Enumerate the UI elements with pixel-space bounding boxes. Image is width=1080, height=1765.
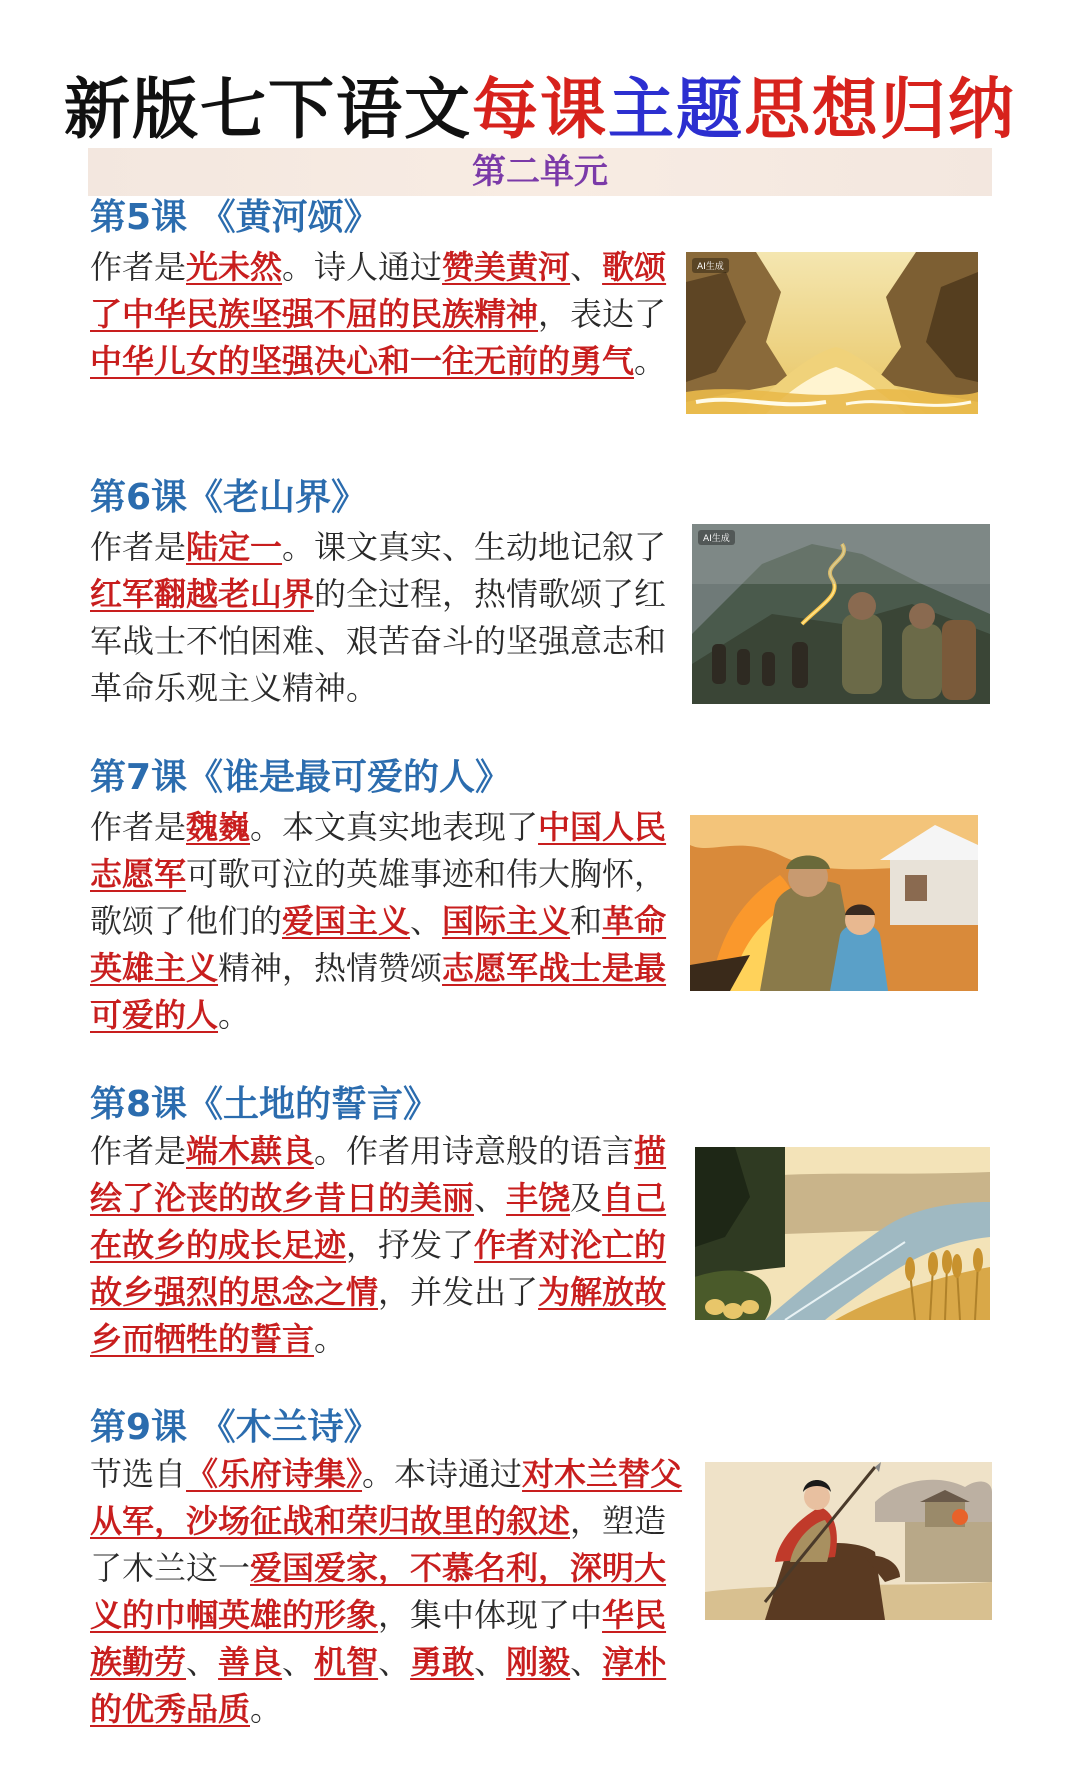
body-text: 。 (314, 1320, 347, 1358)
page-title (0, 68, 1080, 152)
highlight-text: 描绘了沦丧的故乡昔日的美丽 (90, 1132, 667, 1217)
body-text: 、 (474, 1643, 507, 1681)
highlight-text: 淳朴的优秀品质 (90, 1643, 667, 1728)
body-text: 、 (474, 1179, 507, 1217)
highlight-text: 善良 (218, 1643, 283, 1681)
lesson-5-illustration (686, 252, 978, 414)
body-text: 。课文真实、生动地记叙了 (282, 528, 667, 566)
lesson-8-illustration (695, 1147, 990, 1320)
soldier-child-icon (690, 815, 978, 991)
body-text: 节选自 (90, 1455, 187, 1493)
lesson-9-text-top (90, 1451, 690, 1733)
body-text: 、 (186, 1643, 219, 1681)
body-text: 、 (282, 1643, 315, 1681)
body-text: 作者是 (90, 248, 187, 286)
body-text: 和 (570, 902, 603, 940)
body-text: 及 (570, 1179, 603, 1217)
body-text: ，表达了 (538, 295, 667, 333)
highlight-text: 赞美黄河 (442, 248, 571, 286)
ai-generated-badge: AI生成 (692, 258, 729, 273)
highlight-text: 魏巍 (186, 808, 251, 846)
body-text: 。 (250, 1690, 283, 1728)
lesson-9-title: 第9课 《木兰诗》 (90, 1407, 380, 1448)
highlight-text: 爱国爱家，不慕名利，深明大义的巾帼英雄的形象 (90, 1549, 667, 1634)
highlight-text: 《乐府诗集》 (186, 1455, 363, 1493)
body-text: 。本诗通过 (362, 1455, 523, 1493)
body-text: 精神，热情赞颂 (218, 949, 443, 987)
highlight-text: 光未然 (186, 248, 283, 286)
lesson-5-title: 第5课 《黄河颂》 (90, 197, 380, 238)
highlight-text: 作者对沦亡的故乡强烈的思念之情 (90, 1226, 667, 1311)
body-text: 可歌可泣的英雄事迹和伟大胸怀，歌颂了他们的 (90, 855, 667, 940)
red-army-march-icon (692, 524, 990, 704)
body-text: 。作者用诗意般的语言 (314, 1132, 635, 1170)
highlight-text: 国际主义 (442, 902, 571, 940)
body-text: 作者是 (90, 808, 187, 846)
body-text: 、 (410, 902, 443, 940)
lesson-8-text (90, 1128, 680, 1363)
body-text: ，集中体现了中 (378, 1596, 603, 1634)
body-text: 、 (378, 1643, 411, 1681)
highlight-text: 中国人民志愿军 (90, 808, 667, 893)
body-text: 的全过程，热情歌颂了红军战士不怕困难、艰苦奋斗的坚强意志和革命乐观主义精神。 (90, 575, 667, 707)
highlight-text: 红军翻越老山界 (90, 575, 315, 613)
body-text: 、 (570, 1643, 603, 1681)
highlight-text: 丰饶 (506, 1179, 571, 1217)
homeland-landscape-icon (695, 1147, 990, 1320)
lesson-7-title: 第7课《谁是最可爱的人》 (90, 757, 512, 798)
highlight-text: 革命英雄主义 (90, 902, 667, 987)
highlight-text: 志愿军战士是最可爱的人 (90, 949, 667, 1034)
body-text: ，塑造了木兰这一 (90, 1502, 667, 1587)
mulan-horseback-icon (705, 1462, 992, 1620)
highlight-text: 中华儿女的坚强决心和一往无前的勇气 (90, 342, 635, 380)
highlight-text: 自己在故乡的成长足迹 (90, 1179, 667, 1264)
ai-generated-badge: AI生成 (698, 530, 735, 545)
highlight-text: 机智 (314, 1643, 379, 1681)
highlight-text: 端木蕻良 (186, 1132, 315, 1170)
title-part-5: 归纳 (880, 71, 1016, 148)
lesson-6-title: 第6课《老山界》 (90, 477, 368, 518)
lesson-6-text (90, 524, 680, 712)
lesson-8-title: 第8课《土地的誓言》 (90, 1084, 440, 1125)
highlight-text: 刚毅 (506, 1643, 571, 1681)
lesson-6-illustration (692, 524, 990, 704)
title-part-2: 每课 (472, 71, 608, 148)
highlight-text: 对木兰替父从军，沙场征战和荣归故里的叙述 (90, 1455, 683, 1540)
body-text: ，并发出了 (378, 1273, 539, 1311)
highlight-text: 勇敢 (410, 1643, 475, 1681)
yellow-river-canyon-icon (686, 252, 978, 414)
body-text: 、 (570, 248, 603, 286)
body-text: 。 (634, 342, 667, 380)
title-part-4: 思想 (744, 71, 880, 148)
lesson-9-illustration (705, 1462, 992, 1620)
body-text: 。 (218, 996, 251, 1034)
unit-label: 第二单元 (472, 152, 608, 192)
highlight-text: 为解放故乡而牺牲的誓言 (90, 1273, 667, 1358)
body-text: 作者是 (90, 528, 187, 566)
highlight-text: 爱国主义 (282, 902, 411, 940)
highlight-text: 歌颂了中华民族坚强不屈的民族精神 (90, 248, 667, 333)
highlight-text: 华民族勤劳 (90, 1596, 667, 1681)
body-text: 。诗人通过 (282, 248, 443, 286)
title-part-3: 主题 (608, 71, 744, 148)
body-text: 。本文真实地表现了 (250, 808, 539, 846)
title-part-1: 新版七下语文 (64, 71, 472, 148)
body-text: 作者是 (90, 1132, 187, 1170)
lesson-7-illustration (690, 815, 978, 991)
lesson-7-text (90, 804, 680, 1039)
body-text: ，抒发了 (346, 1226, 475, 1264)
highlight-text: 陆定一 (186, 528, 283, 566)
lesson-5-text (90, 244, 680, 385)
